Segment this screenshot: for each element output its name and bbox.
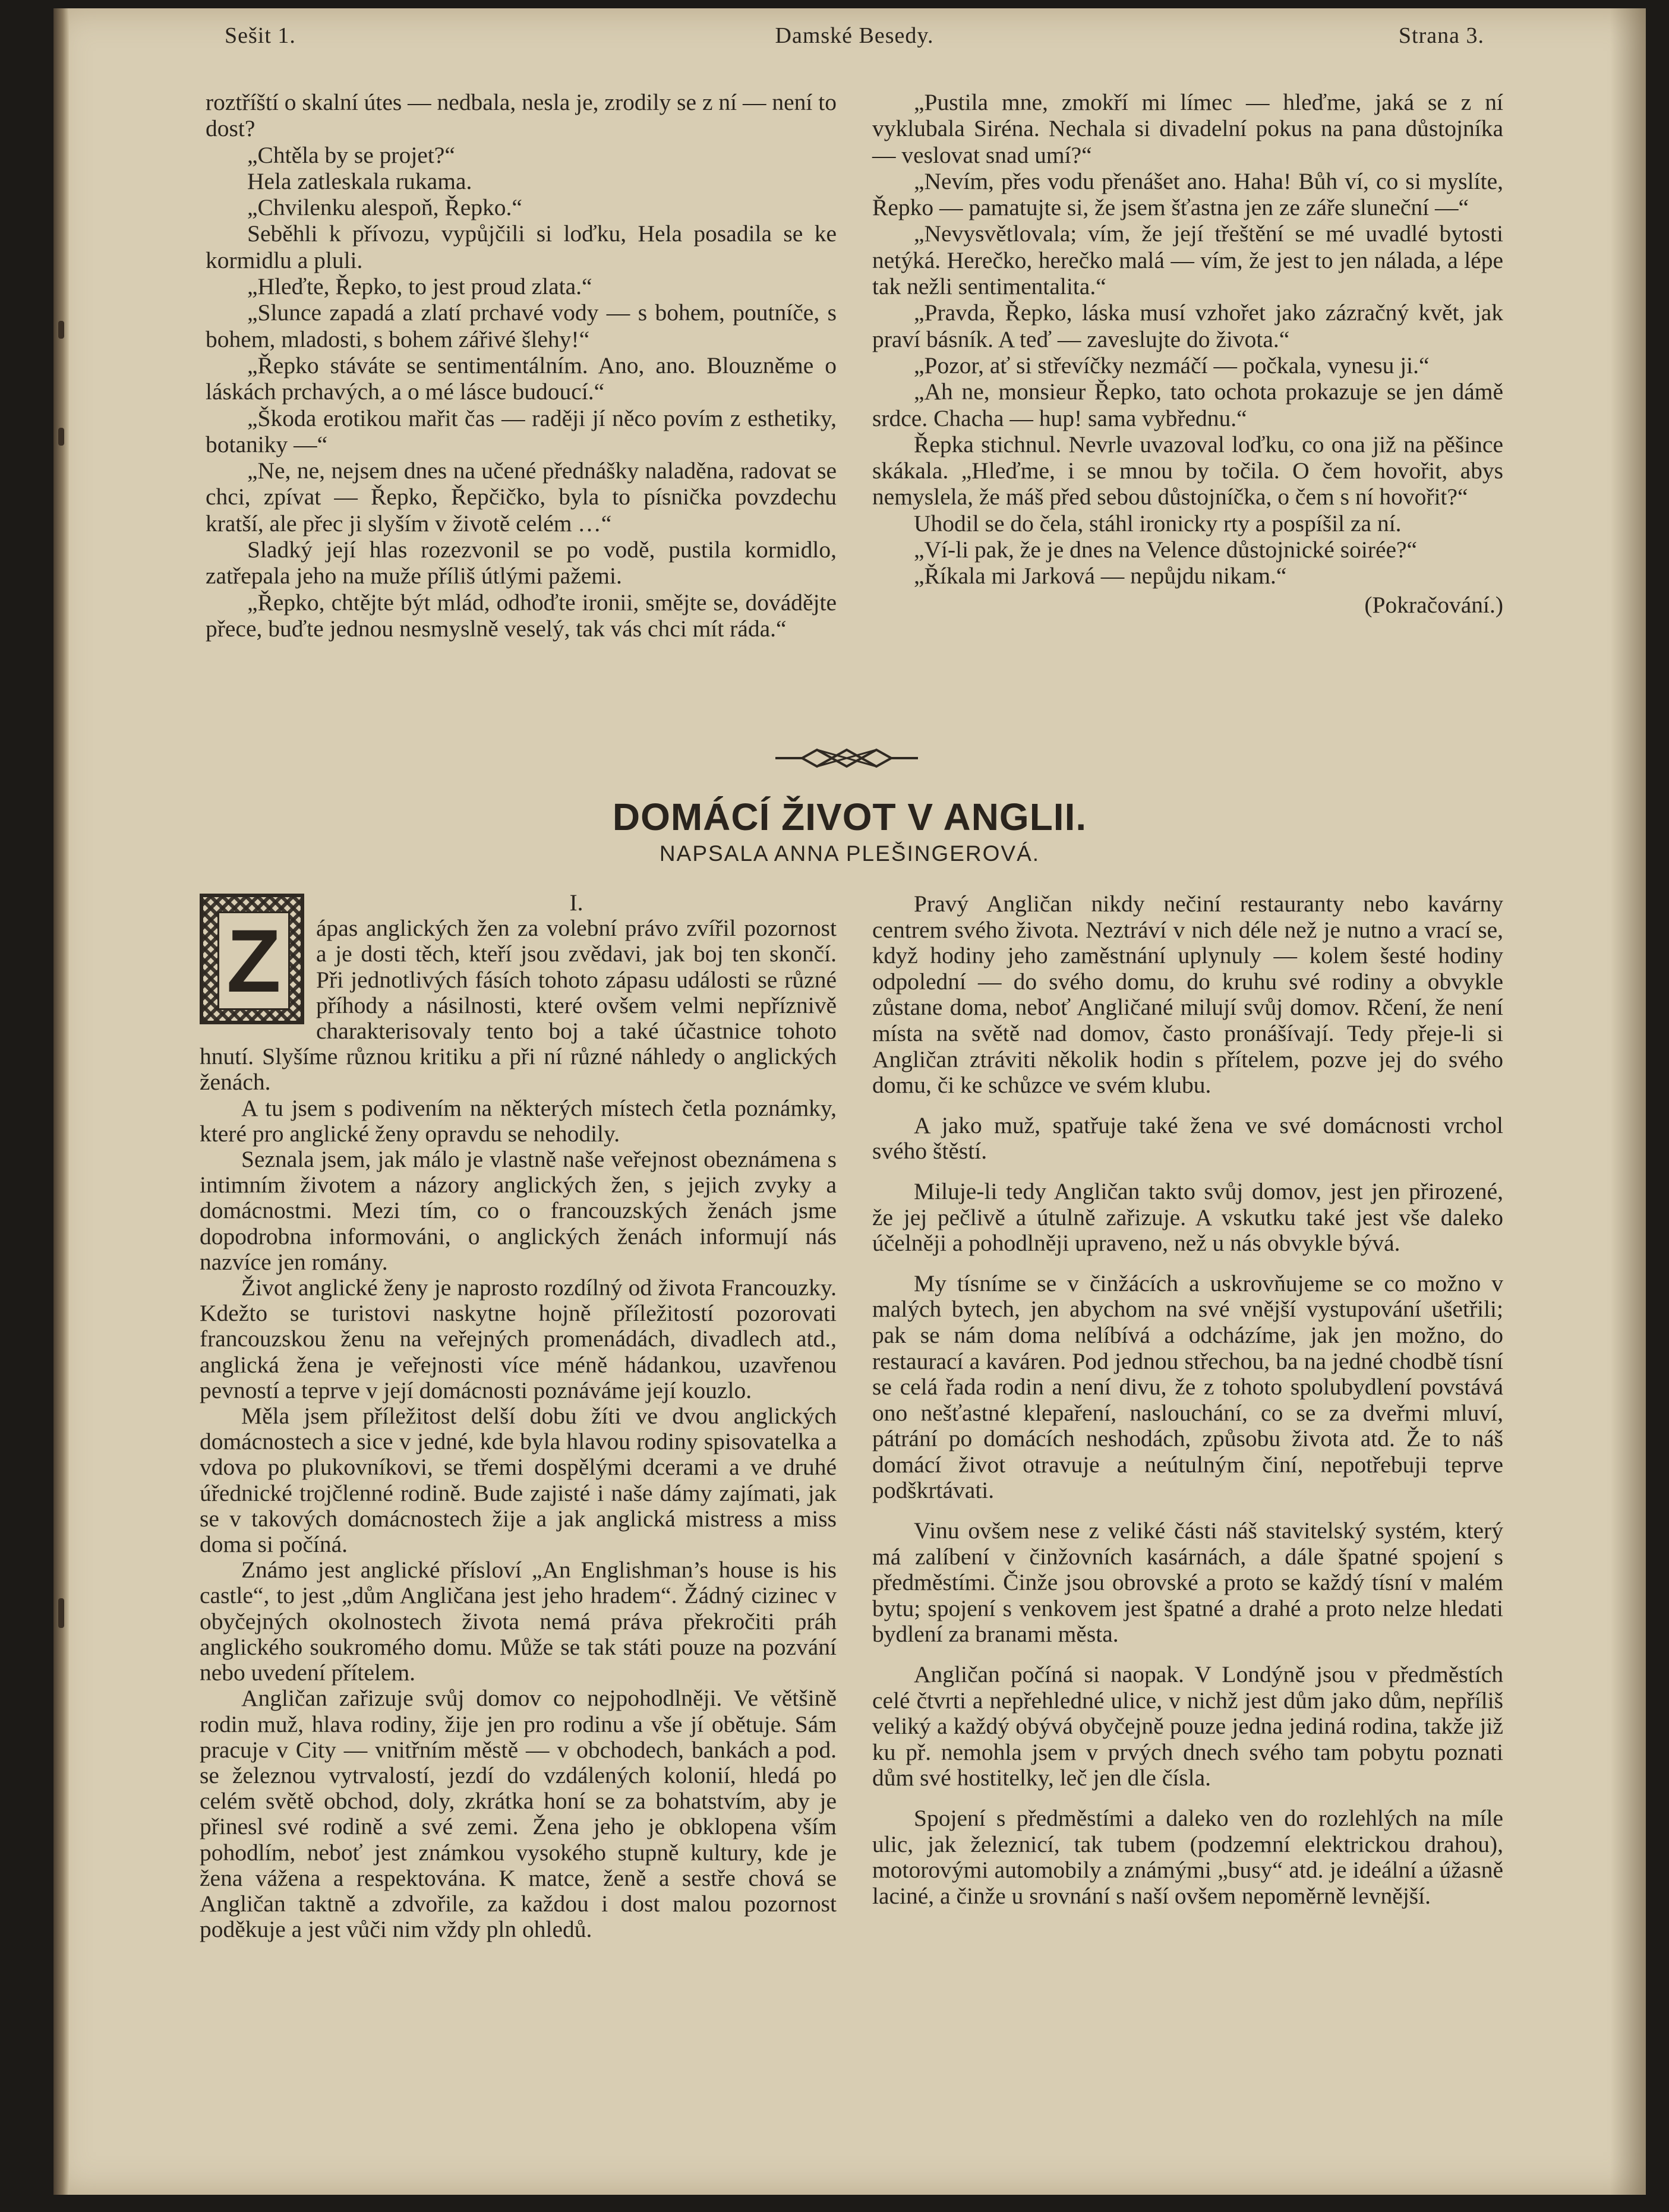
story-left-column <box>206 89 837 642</box>
story-paragraph: „Ah ne, monsieur Řepko, tato ochota prokazuje se jen dámě srdce. Chacha — hup! sama vybřednu.“ <box>872 378 1503 431</box>
story-paragraph: „Říkala mi Jarková — nepůjdu nikam.“ <box>914 563 1287 589</box>
header-journal-title: Damské Besedy. <box>775 23 934 48</box>
story-paragraph: „Řepko stáváte se sentimentálním. Ano, ano. Blouzněme o láskách prchavých, a o mé lásce budoucí.“ <box>206 352 837 405</box>
article-paragraph: My tísníme se v činžácích a uskrovňujeme se co možno v malých bytech, jen abychom na své vnější vystupování ušetřili; pak se nám doma nelíbívá a odcházíme, jak jen možno, do restaurací a kaváren. Pod jednou střechou, ba na jedné chodbě tísní se celá řada rodin a není divu, že z tohoto spolubydlení povstává ono nešťastné klepaření, naslouchání, co se za dveřmi mluví, pátrání po domácích neshodách, způsobu života atd. Že to náš domácí život otravuje a neútulným činí, nepotřebuji teprve podškrtávati. <box>872 1270 1503 1504</box>
story-paragraph: „Hleďte, Řepko, to jest proud zlata.“ <box>247 273 592 300</box>
story-right-column <box>872 89 1503 618</box>
binding-thread-mark <box>58 1598 64 1628</box>
section-number: I. <box>569 889 583 916</box>
story-paragraph: „Pustila mne, zmokří mi límec — hleďme, jaká se z ní vyklubala Siréna. Nechala si divadelní pokus na pana důstojníka — veslovat snad umí?“ <box>872 89 1503 168</box>
story-paragraph: „Škoda erotikou mařit čas — raději jí něco povím z esthetiky, botaniky —“ <box>206 405 837 457</box>
article-paragraph: Angličan zařizuje svůj domov co nejpohodlněji. Ve většině rodin muž, hlava rodiny, žije jen pro rodinu a vše jí obětuje. Sám pracuje v City — vnitřním městě — v obchodech, bankách a pod. se železnou vytrvalostí, jezdí do vzdálených kolonií, hledá po celém světě obchod, doly, zkrátka honí se za bohatstvím, aby je přinesl své rodině a své zemi. Žena jeho je obklopena vším pohodlím, neboť jest známkou vysokého stupně kultury, kde je žena vážena a respektována. K matce, ženě a sestře chová se Angličan taktně a zdvořile, za každou i dost malou pozornost poděkuje a jest vůči nim vždy pln ohledů. <box>200 1685 837 1943</box>
story-paragraph: Uhodil se do čela, stáhl ironicky rty a pospíšil za ní. <box>914 510 1402 537</box>
article-left-column <box>200 890 837 1942</box>
article-paragraph: A jako muž, spatřuje také žena ve své domácnosti vrchol svého štěstí. <box>872 1112 1503 1165</box>
article-paragraph: Život anglické ženy je naprosto rozdílný od života Francouzky. Kdežto se turistovi naskytne hojně příležitostí pozorovati francouzskou ženu na veřejných promenádách, divadlech atd., anglická žena je veřejnosti více méně hádankou, uzavřenou pevností a teprve v její domácnosti poznáváme její kouzlo. <box>200 1274 837 1403</box>
story-paragraph: roztříští o skalní útes — nedbala, nesla je, zrodily se z ní — není to dost? <box>206 89 837 142</box>
story-paragraph: „Řepko, chtějte být mlád, odhoďte ironii, smějte se, dováděјte přece, buďte jednou nesmyslně veselý, tak vás chci mít ráda.“ <box>206 589 837 642</box>
article-paragraph: Spojení s předměstími a daleko ven do rozlehlých na míle ulic, jak železnicí, tak tubem (podzemní elektrickou drahou), motorovými automobily a známými „busy“ atd. je ideální a úžasně laciné, a činže u srovnání s naší ovšem nepoměrně levnější. <box>872 1805 1503 1909</box>
article-paragraph: Známo jest anglické přísloví „An Englishman’s house is his castle“, to jest „dům Angličana jest jeho hradem“. Žádný cizinec v obyčejných okolnostech života nemá práva překročiti práh anglického soukromého domu. Může se tak státi pouze na pozvání nebo uvedení přítelem. <box>200 1557 837 1686</box>
article-paragraph: Seznala jsem, jak málo je vlastně naše veřejnost obeznámena s intimním životem a názory anglických žen, s jejich zvyky a domácnostmi. Mezi tím, co o francouzských ženách jsme dopodrobna informováni, o anglických ženách informují nás nazvíce jen romány. <box>200 1146 837 1275</box>
section-divider-ornament <box>775 746 918 770</box>
story-paragraph: „Ví-li pak, že je dnes na Velence důstojnické soirée?“ <box>914 537 1418 563</box>
header-issue: Sešit 1. <box>225 23 296 48</box>
article-title: DOMÁCÍ ŽIVOT V ANGLII. <box>612 796 1087 838</box>
page-fold-shadow <box>1610 8 1646 2195</box>
story-paragraph: Řepka stichnul. Nevrle uvazoval loďku, co ona již na pěšince skákala. „Hleďme, i se mnou by točila. O čem hovořit, abys nemyslela, že máš před sebou důstojníčka, o čem s ní hovořit?“ <box>872 431 1503 510</box>
binding-thread-mark <box>58 321 64 339</box>
continued-note: (Pokračování.) <box>1364 591 1503 618</box>
dropcap-letter: Z <box>217 911 290 1010</box>
story-paragraph: „Pozor, ať si střevíčky nezmáčí — počkala, vynesu ji.“ <box>914 352 1430 378</box>
story-paragraph: „Slunce zapadá a zlatí prchavé vody — s bohem, poutníče, s bohem, mladosti, s bohem zářivé šlehy!“ <box>206 299 837 352</box>
article-paragraph: Angličan počíná si naopak. V Londýně jsou v předměstích celé čtvrti a nepřehledné ulice, v nichž jest dům jako dům, nepříliš veliký a každý obývá obyčejně pouze jedna jediná rodina, takže již ku př. nemohla jsem v prvých dnech svého tam pobytu poznati dům své hostitelky, leč jen dle čísla. <box>872 1661 1503 1791</box>
article-paragraph: Vinu ovšem nese z veliké části náš stavitelský systém, který má zalíbení v činžovních kasárnách, a dále špatné spojení s předměstími. Činže jsou obrovské a proto se každý tísní v malém bytu; spojení s venkovem jest špatné a drahé a proto nelze hledati bydlení za branami města. <box>872 1517 1503 1648</box>
article-paragraph: Měla jsem příležitost delší dobu žíti ve dvou anglických domácnostech a sice v jedné, kde byla hlavou rodiny spisovatelka a vdova po plukovníkovi, se třemi dospělými dcerami a ve druhé úřednické trojčlenné rodině. Bude zajisté i naše dámy zajímati, jak se v takových domácnostech žije a jak anglická mistress a miss doma si počíná. <box>200 1403 837 1558</box>
story-paragraph: „Chvilenku alespoň, Řepko.“ <box>247 194 522 221</box>
article-byline: NAPSALA ANNA PLEŠINGEROVÁ. <box>659 841 1040 866</box>
story-paragraph: „Nevysvětlovala; vím, že její třeštění se mé uvadlé bytosti netýká. Herečko, herečko malá — vím, že jest to jen nálada, a lépe tak nežli sentimentalita.“ <box>872 220 1503 300</box>
article-paragraph: Pravý Angličan nikdy nečiní restauranty nebo kavárny centrem svého života. Neztráví v nich déle než je nutno a vrací se, když hodiny jeho zaměstnání uplynuly — kolem šesté hodiny odpolední — do svého domu, do kruhu své rodiny a obvykle zůstane doma, neboť Angličané milují svůj domov. Rčení, že není místa na světě nad domov, často pronášívají. Tedy přeje-li si Angličan ztráviti několik hodin s přítelem, pozve jej do svého domu, či ke schůzce ve svém klubu. <box>872 891 1503 1099</box>
dropcap-ornament <box>200 894 304 1024</box>
story-paragraph: Hela zatleskala rukama. <box>247 168 472 194</box>
article-right-column <box>872 891 1503 1909</box>
story-paragraph: Sladký její hlas rozezvonil se po vodě, pustila kormidlo, zatřepala jeho na muže příliš útlými pažemi. <box>206 537 837 589</box>
story-paragraph: „Ne, ne, nejsem dnes na učené přednášky naladěna, radovat se chci, zpívat — Řepko, Řepčičko, byla to písnička povzdechu kratší, ale přec ji slyším v životě celém …“ <box>206 457 837 537</box>
article-paragraph: A tu jsem s podivením na některých místech četla poznámky, které pro anglické ženy opravdu se nehodily. <box>200 1094 837 1147</box>
story-paragraph: Seběhli k přívozu, vypůjčili si loďku, Hela posadila se ke kormidlu a pluli. <box>206 220 837 273</box>
story-paragraph: „Chtěla by se projet?“ <box>247 141 455 168</box>
story-paragraph: „Pravda, Řepko, láska musí vzhořet jako zázračný květ, jak praví básník. A teď — zaveslujte do života.“ <box>872 299 1503 352</box>
article-paragraph: ápas anglických žen za volební právo zvířil pozornost a je dosti těch, kteří jsou zvědavi, jak boj ten skončí. Při jednotlivých fásích tohoto zápasu události se různé příhody a násilnosti, které ovšem velmi nepříznivě charakterisovaly tento boj a také účastnice tohoto hnutí. Slyšíme různou kritiku a při ní různé náhledy o anglických ženách. <box>200 915 837 1096</box>
header-page-number: Strana 3. <box>1398 23 1484 48</box>
story-paragraph: „Nevím, přes vodu přenášet ano. Haha! Bůh ví, co si myslíte, Řepko — pamatujte si, že jsem šťastna jen ze záře sluneční —“ <box>872 168 1503 221</box>
article-paragraph: Miluje-li tedy Angličan takto svůj domov, jest jen přirozené, že jej pečlivě a útulně zařizuje. A vskutku také jest vše daleko účelněji a pohodlněji upraveno, než u nás obvykle bývá. <box>872 1178 1503 1257</box>
running-header <box>225 23 1484 58</box>
binding-thread-mark <box>58 428 64 446</box>
